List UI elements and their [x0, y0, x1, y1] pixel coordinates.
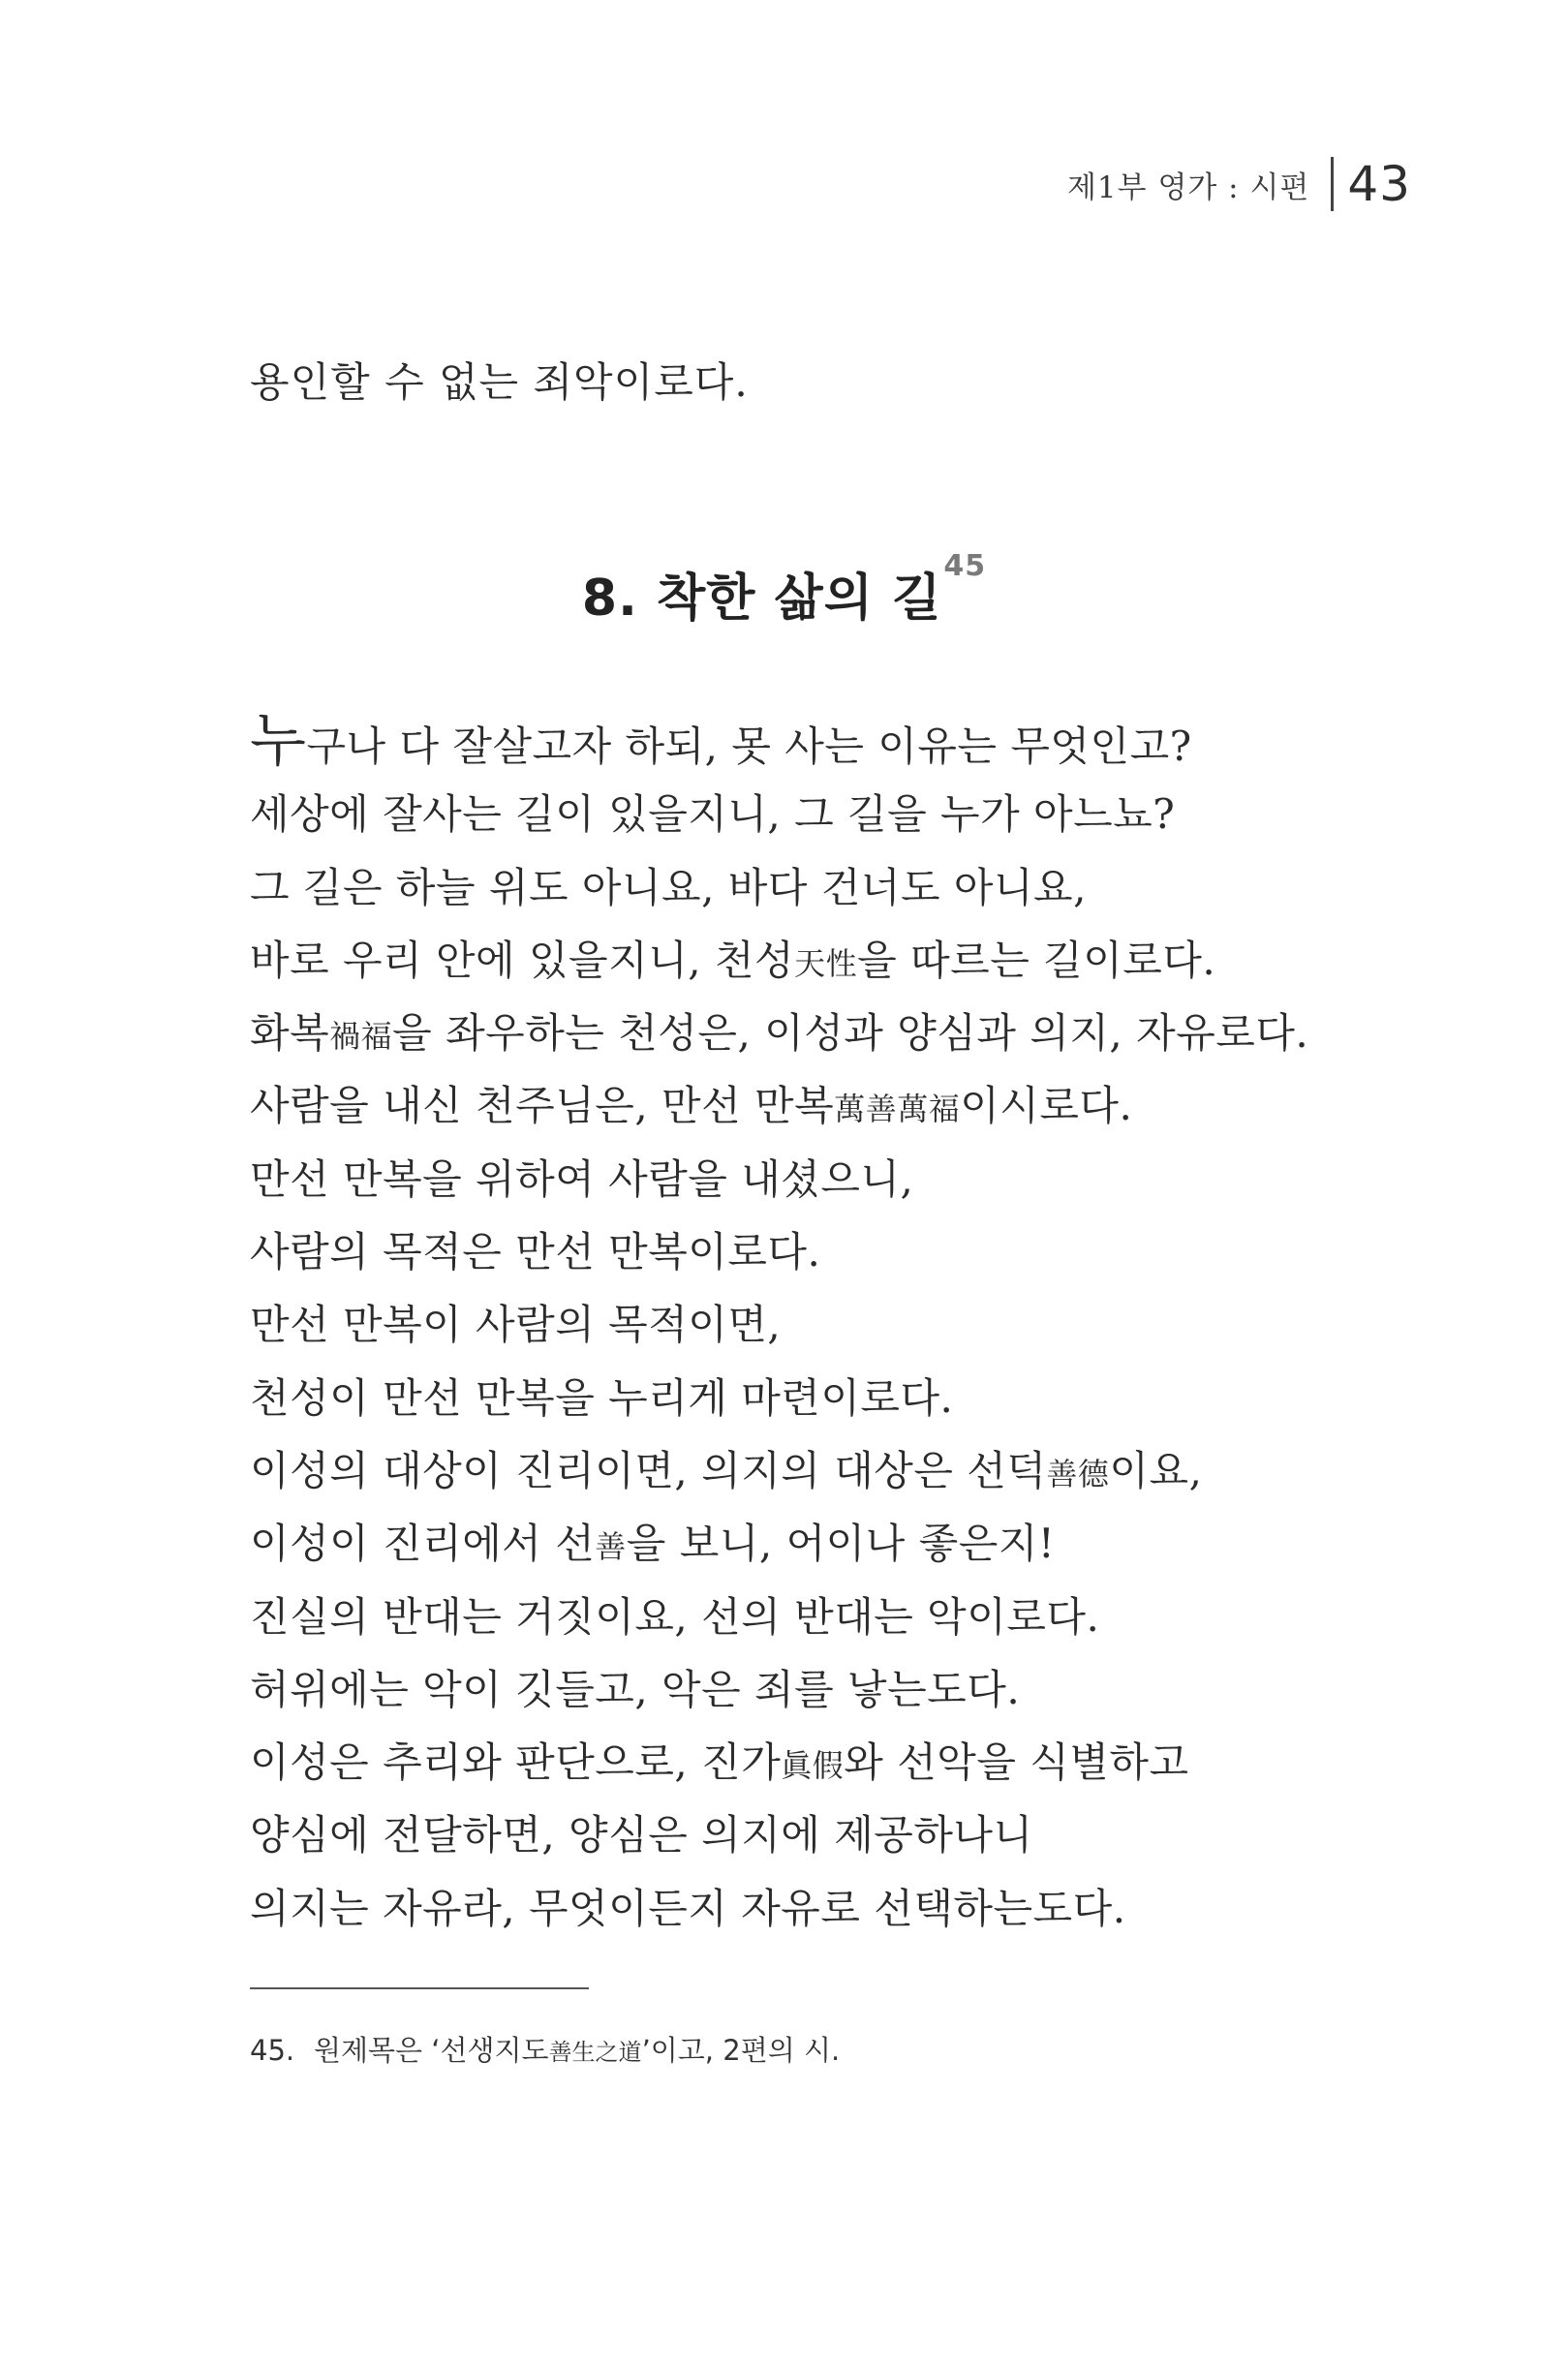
- poem-line: 의지는 자유라, 무엇이든지 자유로 선택하는도다.: [250, 1884, 1126, 1932]
- hanja-gloss: 天性: [794, 944, 858, 982]
- poem-line: 화복禍福을 좌우하는 천성은, 이성과 양심과 의지, 자유로다.: [250, 1009, 1309, 1058]
- poem-line: 바로 우리 안에 있을지니, 천성天性을 따르는 길이로다.: [250, 936, 1216, 984]
- poem-line: 진실의 반대는 거짓이요, 선의 반대는 악이로다.: [250, 1592, 1100, 1641]
- poem-line: 만선 만복이 사람의 목적이면,: [250, 1301, 782, 1349]
- poem-line: 양심에 전달하면, 양심은 의지에 제공하나니: [250, 1811, 1033, 1860]
- running-head: [1067, 145, 1411, 223]
- footnote-text-end: ’이고, 2편의 시.: [641, 2034, 841, 2067]
- footnote-text: 원제목은 ‘선생지도: [314, 2034, 549, 2067]
- poem-line: 사람의 목적은 만선 만복이로다.: [250, 1228, 821, 1276]
- footnote: [250, 2029, 840, 2069]
- continued-line: 용인할 수 없는 죄악이로다.: [250, 358, 749, 406]
- poem-line: 사람을 내신 천주님은, 만선 만복萬善萬福이시로다.: [250, 1082, 1133, 1130]
- poem-line: 이성의 대상이 진리이면, 의지의 대상은 선덕善德이요,: [250, 1446, 1203, 1494]
- footnote-number: 45.: [250, 2034, 295, 2067]
- running-head-divider: [1331, 157, 1334, 211]
- hanja-gloss: 萬善萬福: [834, 1091, 961, 1128]
- footnote-divider: [250, 1987, 589, 1989]
- poem-line: 세상에 잘사는 길이 있을지니, 그 길을 누가 아느뇨?: [250, 790, 1176, 839]
- dropcap: 누: [250, 707, 307, 775]
- poem-line: 천성이 만선 만복을 누리게 마련이로다.: [250, 1373, 954, 1422]
- section-title: [0, 549, 1568, 630]
- section-title-text: 8. 착한 삶의 길: [581, 569, 942, 628]
- hanja-gloss: 眞假: [781, 1747, 845, 1785]
- hanja-gloss: 禍福: [329, 1018, 393, 1056]
- poem-body: [250, 705, 1412, 1945]
- running-title: 제1부 영가 : 시편: [1066, 169, 1310, 205]
- footnote-hanja: 善生之道: [548, 2039, 642, 2066]
- poem-line: 만선 만복을 위하여 사람을 내셨으니,: [250, 1154, 914, 1203]
- page-number: 43: [1347, 156, 1411, 212]
- hanja-gloss: 善: [595, 1528, 627, 1566]
- footnote-reference: 45: [943, 549, 987, 583]
- poem-line: 그 길은 하늘 위도 아니요, 바다 건너도 아니요,: [250, 863, 1087, 911]
- hanja-gloss: 善德: [1046, 1455, 1110, 1492]
- poem-line: 누구나 다 잘살고자 하되, 못 사는 이유는 무엇인고?: [250, 707, 1192, 775]
- poem-line: 이성이 진리에서 선善을 보니, 어이나 좋은지!: [250, 1520, 1056, 1568]
- poem-line: 이성은 추리와 판단으로, 진가眞假와 선악을 식별하고: [250, 1738, 1189, 1787]
- poem-line: 허위에는 악이 깃들고, 악은 죄를 낳는도다.: [250, 1665, 1021, 1713]
